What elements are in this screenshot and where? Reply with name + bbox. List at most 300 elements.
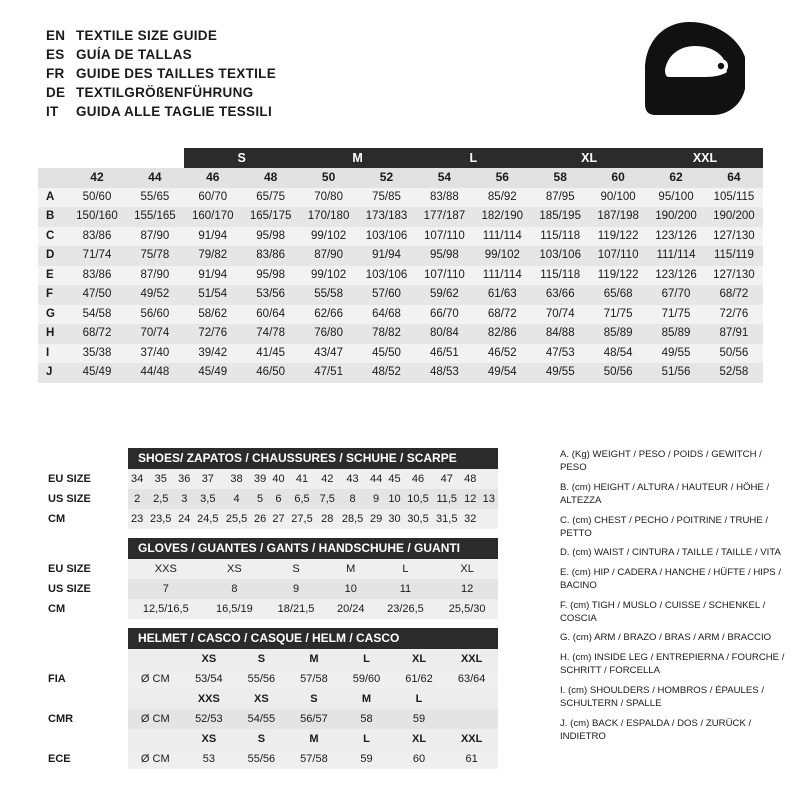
measurement-cell: 111/114	[647, 246, 705, 266]
language-row	[46, 66, 276, 85]
measurement-cell: 72/76	[705, 305, 763, 325]
helmet-ece-cell: 55/56	[235, 749, 288, 769]
measurement-cell: 95/98	[242, 266, 300, 286]
legend-item: D. (cm) WAIST / CINTURA / TAILLE / TAILLE / VITA	[560, 547, 781, 559]
helmet-cmr-cell: 59	[393, 709, 446, 729]
glove-eu-size-cell: XL	[436, 559, 498, 579]
measurement-cell: 85/92	[473, 188, 531, 208]
measurement-cell: 187/198	[589, 207, 647, 227]
table-row	[38, 266, 763, 286]
language-title: GUIDE DES TAILLES TEXTILE	[76, 66, 277, 81]
legend-item: B. (cm) HEIGHT / ALTURA / HAUTEUR / HÖHE / ALTEZZA	[560, 481, 770, 507]
shoe-eu-size-cell: 43	[338, 469, 367, 489]
language-code: DE	[46, 85, 66, 100]
legend-item: F. (cm) TIGH / MUSLO / CUISSE / SCHENKEL / COSCIA	[560, 599, 766, 625]
measurement-cell: 66/70	[415, 305, 473, 325]
measurement-cell: 50/60	[68, 188, 126, 208]
language-title-list	[46, 28, 276, 123]
glove-us-size-cell: 12	[436, 579, 498, 599]
row-label-cell: EU SIZE	[38, 469, 128, 489]
measurement-cell: 111/114	[473, 266, 531, 286]
size-band-cell	[68, 148, 126, 168]
glove-eu-size-cell: XS	[204, 559, 266, 579]
helmet-size-header-cell: XL	[393, 729, 446, 749]
language-code: ES	[46, 47, 65, 62]
shoe-us-size-cell: 13	[479, 489, 498, 509]
measurement-cell: 68/72	[705, 285, 763, 305]
helmet-size-header-cell: XS	[183, 729, 236, 749]
measurement-cell: 82/86	[473, 324, 531, 344]
helmet-size-header-cell: XL	[393, 649, 446, 669]
measurement-cell: 87/90	[300, 246, 358, 266]
table-row	[38, 489, 498, 509]
shoe-us-size-cell: 3,5	[193, 489, 222, 509]
measurement-cell: 84/88	[531, 324, 589, 344]
helmet-cmr-cell: 58	[340, 709, 393, 729]
table-row	[38, 669, 498, 689]
shoe-cm-cell: 24	[175, 509, 193, 529]
measurement-cell: 190/200	[647, 207, 705, 227]
measurement-cell: 150/160	[68, 207, 126, 227]
measurement-cell: 87/91	[705, 324, 763, 344]
measurement-cell: 87/90	[126, 227, 184, 247]
measurement-cell: 95/98	[415, 246, 473, 266]
measurement-cell: 83/88	[415, 188, 473, 208]
shoe-eu-size-cell: 42	[316, 469, 338, 489]
glove-cm-cell: 23/26,5	[375, 599, 437, 619]
helmet-fia-cell: Ø CM	[128, 669, 183, 689]
measurement-cell: 90/100	[589, 188, 647, 208]
helmet-cmr-cell: 52/53	[183, 709, 236, 729]
row-label-cell: CMR	[38, 709, 128, 729]
measurement-cell: 70/74	[126, 324, 184, 344]
shoe-cm-cell: 28,5	[338, 509, 367, 529]
measurement-cell: 119/122	[589, 266, 647, 286]
helmet-size-header-cell: M	[340, 689, 393, 709]
table-row	[38, 469, 498, 489]
measurement-cell: 63/66	[531, 285, 589, 305]
language-row	[46, 85, 276, 104]
helmet-fia-cell: 57/58	[288, 669, 341, 689]
table-row	[38, 689, 498, 709]
measurement-cell: 80/84	[415, 324, 473, 344]
measurement-cell: 45/49	[184, 363, 242, 383]
size-number-cell: 52	[358, 168, 416, 188]
row-label-cell	[38, 628, 128, 649]
helmet-table	[38, 628, 498, 769]
shoe-us-size-cell: 11,5	[432, 489, 461, 509]
shoe-us-size-cell: 6	[269, 489, 287, 509]
racing-helmet-icon	[635, 18, 745, 128]
size-band-cell: L	[415, 148, 531, 168]
measurement-cell: 49/55	[647, 344, 705, 364]
table-row	[38, 227, 763, 247]
measurement-cell: 87/95	[531, 188, 589, 208]
measurement-cell: 107/110	[589, 246, 647, 266]
helmet-fia-cell: 59/60	[340, 669, 393, 689]
shoe-eu-size-cell: 41	[288, 469, 317, 489]
measurement-cell: 68/72	[68, 324, 126, 344]
measurement-cell: 62/66	[300, 305, 358, 325]
measurement-cell: 123/126	[647, 227, 705, 247]
row-label-cell	[38, 689, 128, 709]
glove-eu-size-cell: L	[375, 559, 437, 579]
section-title: HELMET / CASCO / CASQUE / HELM / CASCO	[128, 628, 498, 649]
helmet-ece-cell: 61	[445, 749, 498, 769]
shoe-cm-cell: 30,5	[404, 509, 433, 529]
measurement-cell: 91/94	[358, 246, 416, 266]
helmet-size-header-cell: M	[288, 649, 341, 669]
shoe-eu-size-cell: 40	[269, 469, 287, 489]
size-number-cell: 56	[473, 168, 531, 188]
table-row	[38, 559, 498, 579]
measurement-cell: 83/86	[242, 246, 300, 266]
size-number-cell: 44	[126, 168, 184, 188]
shoe-us-size-cell: 10,5	[404, 489, 433, 509]
measurement-cell: 46/50	[242, 363, 300, 383]
measurement-cell: 70/74	[531, 305, 589, 325]
helmet-size-header-cell: XXL	[445, 649, 498, 669]
shoe-cm-cell: 23	[128, 509, 146, 529]
measurement-cell: 46/52	[473, 344, 531, 364]
row-label-cell	[38, 649, 128, 669]
legend-item: H. (cm) INSIDE LEG / ENTREPIERNA / FOURCHE / SCHRITT / FORCELLA	[560, 651, 785, 677]
shoe-cm-cell: 28	[316, 509, 338, 529]
size-band-cell: S	[184, 148, 300, 168]
measurement-cell: 119/122	[589, 227, 647, 247]
helmet-fia-cell: 63/64	[445, 669, 498, 689]
glove-us-size-cell: 10	[327, 579, 375, 599]
size-number-cell: 58	[531, 168, 589, 188]
helmet-size-header-cell: S	[235, 649, 288, 669]
spacer-cell	[479, 469, 498, 489]
row-label-cell: I	[38, 344, 68, 364]
measurement-cell: 51/56	[647, 363, 705, 383]
measurement-cell: 71/75	[589, 305, 647, 325]
legend-item: I. (cm) SHOULDERS / HOMBROS / ÉPAULES / SCHULTERN / SPALLE	[560, 684, 764, 710]
size-number-cell: 60	[589, 168, 647, 188]
measurement-cell: 95/98	[242, 227, 300, 247]
glove-us-size-cell: 8	[204, 579, 266, 599]
measurement-cell: 85/89	[647, 324, 705, 344]
measurement-cell: 45/50	[358, 344, 416, 364]
measurement-cell: 127/130	[705, 266, 763, 286]
table-row	[38, 649, 498, 669]
spacer-cell	[445, 689, 498, 709]
section-title: SHOES/ ZAPATOS / CHAUSSURES / SCHUHE / SCARPE	[128, 448, 498, 469]
measurement-cell: 44/48	[126, 363, 184, 383]
measurement-cell: 68/72	[473, 305, 531, 325]
glove-cm-cell: 20/24	[327, 599, 375, 619]
measurement-cell: 70/80	[300, 188, 358, 208]
measurement-cell: 170/180	[300, 207, 358, 227]
measurement-cell: 75/85	[358, 188, 416, 208]
measurement-cell: 67/70	[647, 285, 705, 305]
measurement-cell: 76/80	[300, 324, 358, 344]
row-label-cell	[38, 168, 68, 188]
shoe-cm-cell: 32	[461, 509, 479, 529]
shoe-us-size-cell: 10	[385, 489, 403, 509]
shoe-cm-cell: 30	[385, 509, 403, 529]
measurement-cell: 60/64	[242, 305, 300, 325]
measurement-cell: 51/54	[184, 285, 242, 305]
table-row	[38, 749, 498, 769]
measurement-cell: 173/183	[358, 207, 416, 227]
shoe-eu-size-cell: 35	[146, 469, 175, 489]
measurement-cell: 99/102	[300, 266, 358, 286]
measurement-cell: 177/187	[415, 207, 473, 227]
helmet-fia-cell: 53/54	[183, 669, 236, 689]
measurement-cell: 127/130	[705, 227, 763, 247]
section-header-row	[38, 538, 498, 559]
table-row	[38, 344, 763, 364]
legend-item: J. (cm) BACK / ESPALDA / DOS / ZURÜCK / INDIETRO	[560, 717, 752, 742]
measurement-cell: 91/94	[184, 227, 242, 247]
table-row	[38, 509, 498, 529]
helmet-size-header-cell: L	[393, 689, 446, 709]
glove-cm-cell: 12,5/16,5	[128, 599, 204, 619]
shoe-eu-size-cell: 36	[175, 469, 193, 489]
helmet-size-header-cell: XXL	[445, 729, 498, 749]
measurement-cell: 37/40	[126, 344, 184, 364]
measurement-cell: 39/42	[184, 344, 242, 364]
glove-cm-cell: 16,5/19	[204, 599, 266, 619]
measurement-cell: 53/56	[242, 285, 300, 305]
language-title: GUÍA DE TALLAS	[76, 47, 192, 62]
shoe-cm-cell: 26	[251, 509, 269, 529]
measurement-cell: 123/126	[647, 266, 705, 286]
measurement-cell: 155/165	[126, 207, 184, 227]
measurement-cell: 48/53	[415, 363, 473, 383]
measurement-cell: 72/76	[184, 324, 242, 344]
helmet-size-header-cell: XS	[183, 649, 236, 669]
helmet-size-header-cell	[128, 689, 183, 709]
helmet-size-header-cell: S	[235, 729, 288, 749]
glove-cm-cell: 18/21,5	[265, 599, 327, 619]
row-label-cell	[38, 448, 128, 469]
shoe-us-size-cell: 5	[251, 489, 269, 509]
glove-eu-size-cell: M	[327, 559, 375, 579]
spacer-cell	[479, 509, 498, 529]
helmet-size-header-cell: XS	[235, 689, 288, 709]
sub-tables	[38, 448, 498, 769]
measurement-legend	[560, 448, 790, 749]
shoe-eu-size-cell: 44	[367, 469, 385, 489]
measurement-cell: 43/47	[300, 344, 358, 364]
measurement-cell: 99/102	[473, 246, 531, 266]
table-row	[38, 729, 498, 749]
row-label-cell: E	[38, 266, 68, 286]
helmet-fia-cell: 61/62	[393, 669, 446, 689]
legend-item: E. (cm) HIP / CADERA / HANCHE / HÜFTE / HIPS / BACINO	[560, 566, 782, 592]
shoe-eu-size-cell: 39	[251, 469, 269, 489]
language-row	[46, 47, 276, 66]
shoe-cm-cell: 27,5	[288, 509, 317, 529]
table-row	[38, 579, 498, 599]
language-code: IT	[46, 104, 59, 119]
shoe-eu-size-cell: 37	[193, 469, 222, 489]
section-header-row	[38, 628, 498, 649]
row-label-cell: G	[38, 305, 68, 325]
measurement-cell: 45/49	[68, 363, 126, 383]
table-row	[38, 188, 763, 208]
size-band-row	[38, 148, 763, 168]
size-band-cell: XXL	[647, 148, 763, 168]
shoe-us-size-cell: 4	[222, 489, 251, 509]
measurement-cell: 103/106	[531, 246, 589, 266]
row-label-cell: US SIZE	[38, 489, 128, 509]
measurement-cell: 65/75	[242, 188, 300, 208]
shoe-us-size-cell: 9	[367, 489, 385, 509]
helmet-cmr-cell: 54/55	[235, 709, 288, 729]
shoe-cm-cell: 27	[269, 509, 287, 529]
row-label-cell: A	[38, 188, 68, 208]
shoe-cm-cell: 29	[367, 509, 385, 529]
helmet-size-header-cell: S	[288, 689, 341, 709]
measurement-cell: 57/60	[358, 285, 416, 305]
shoe-us-size-cell: 6,5	[288, 489, 317, 509]
measurement-cell: 71/74	[68, 246, 126, 266]
measurement-cell: 160/170	[184, 207, 242, 227]
glove-cm-cell: 25,5/30	[436, 599, 498, 619]
table-row	[38, 305, 763, 325]
shoe-eu-size-cell: 34	[128, 469, 146, 489]
helmet-ece-cell: 57/58	[288, 749, 341, 769]
measurement-cell: 46/51	[415, 344, 473, 364]
table-row	[38, 207, 763, 227]
measurement-cell: 115/119	[705, 246, 763, 266]
row-label-cell: C	[38, 227, 68, 247]
row-label-cell: ECE	[38, 749, 128, 769]
size-band-label-cell	[38, 148, 68, 168]
size-band-cell: M	[300, 148, 416, 168]
shoe-cm-cell: 24,5	[193, 509, 222, 529]
measurement-cell: 99/102	[300, 227, 358, 247]
row-label-cell: EU SIZE	[38, 559, 128, 579]
glove-us-size-cell: 11	[375, 579, 437, 599]
row-label-cell: CM	[38, 599, 128, 619]
measurement-cell: 56/60	[126, 305, 184, 325]
measurement-cell: 105/115	[705, 188, 763, 208]
language-row	[46, 28, 276, 47]
measurement-cell: 52/58	[705, 363, 763, 383]
language-code: FR	[46, 66, 65, 81]
measurement-cell: 83/86	[68, 266, 126, 286]
measurement-cell: 50/56	[705, 344, 763, 364]
shoes-table	[38, 448, 498, 529]
shoe-cm-cell: 31,5	[432, 509, 461, 529]
shoe-eu-size-cell: 38	[222, 469, 251, 489]
shoe-eu-size-cell: 45	[385, 469, 403, 489]
measurement-cell: 103/106	[358, 227, 416, 247]
language-title: TEXTILE SIZE GUIDE	[76, 28, 218, 43]
size-number-row	[38, 168, 763, 188]
table-row	[38, 709, 498, 729]
measurement-cell: 79/82	[184, 246, 242, 266]
measurement-cell: 91/94	[184, 266, 242, 286]
section-header-row	[38, 448, 498, 469]
size-band-cell	[126, 148, 184, 168]
measurement-cell: 61/63	[473, 285, 531, 305]
spacer-cell	[445, 709, 498, 729]
helmet-size-header-cell: L	[340, 729, 393, 749]
row-label-cell: F	[38, 285, 68, 305]
measurement-cell: 85/89	[589, 324, 647, 344]
helmet-size-header-cell	[128, 729, 183, 749]
size-number-cell: 48	[242, 168, 300, 188]
measurement-cell: 165/175	[242, 207, 300, 227]
size-number-cell: 54	[415, 168, 473, 188]
glove-us-size-cell: 9	[265, 579, 327, 599]
measurement-cell: 71/75	[647, 305, 705, 325]
helmet-fia-cell: 55/56	[235, 669, 288, 689]
measurement-cell: 54/58	[68, 305, 126, 325]
measurement-cell: 49/54	[473, 363, 531, 383]
row-label-cell	[38, 538, 128, 559]
size-number-cell: 62	[647, 168, 705, 188]
language-title: GUIDA ALLE TAGLIE TESSILI	[76, 104, 272, 119]
table-row	[38, 246, 763, 266]
shoe-cm-cell: 23,5	[146, 509, 175, 529]
helmet-ece-cell: 53	[183, 749, 236, 769]
measurement-cell: 35/38	[68, 344, 126, 364]
glove-eu-size-cell: S	[265, 559, 327, 579]
language-title: TEXTILGRÖßENFÜHRUNG	[76, 85, 254, 100]
measurement-cell: 65/68	[589, 285, 647, 305]
glove-us-size-cell: 7	[128, 579, 204, 599]
measurement-cell: 107/110	[415, 227, 473, 247]
table-row	[38, 599, 498, 619]
shoe-cm-cell: 25,5	[222, 509, 251, 529]
shoe-us-size-cell: 2	[128, 489, 146, 509]
measurement-cell: 190/200	[705, 207, 763, 227]
helmet-size-header-cell	[128, 649, 183, 669]
legend-item: A. (Kg) WEIGHT / PESO / POIDS / GEWITCH / PESO	[560, 449, 762, 474]
measurement-cell: 87/90	[126, 266, 184, 286]
table-row	[38, 324, 763, 344]
measurement-cell: 64/68	[358, 305, 416, 325]
body-measurement-table	[38, 148, 763, 383]
measurement-cell: 49/55	[531, 363, 589, 383]
measurement-cell: 55/58	[300, 285, 358, 305]
measurement-cell: 60/70	[184, 188, 242, 208]
measurement-cell: 103/106	[358, 266, 416, 286]
size-number-cell: 64	[705, 168, 763, 188]
row-label-cell: J	[38, 363, 68, 383]
measurement-cell: 115/118	[531, 227, 589, 247]
table-row	[38, 363, 763, 383]
helmet-ece-cell: 60	[393, 749, 446, 769]
measurement-cell: 185/195	[531, 207, 589, 227]
row-label-cell	[38, 729, 128, 749]
measurement-cell: 182/190	[473, 207, 531, 227]
shoe-us-size-cell: 12	[461, 489, 479, 509]
shoe-eu-size-cell: 46	[404, 469, 433, 489]
section-title: GLOVES / GUANTES / GANTS / HANDSCHUHE / GUANTI	[128, 538, 498, 559]
measurement-cell: 95/100	[647, 188, 705, 208]
measurement-cell: 78/82	[358, 324, 416, 344]
helmet-size-header-cell: L	[340, 649, 393, 669]
shoe-eu-size-cell: 48	[461, 469, 479, 489]
gloves-table	[38, 538, 498, 619]
size-number-cell: 50	[300, 168, 358, 188]
measurement-cell: 59/62	[415, 285, 473, 305]
measurement-cell: 47/53	[531, 344, 589, 364]
row-label-cell: H	[38, 324, 68, 344]
helmet-ece-cell: 59	[340, 749, 393, 769]
measurement-cell: 83/86	[68, 227, 126, 247]
legend-item: C. (cm) CHEST / PECHO / POITRINE / TRUHE / PETTO	[560, 514, 769, 540]
